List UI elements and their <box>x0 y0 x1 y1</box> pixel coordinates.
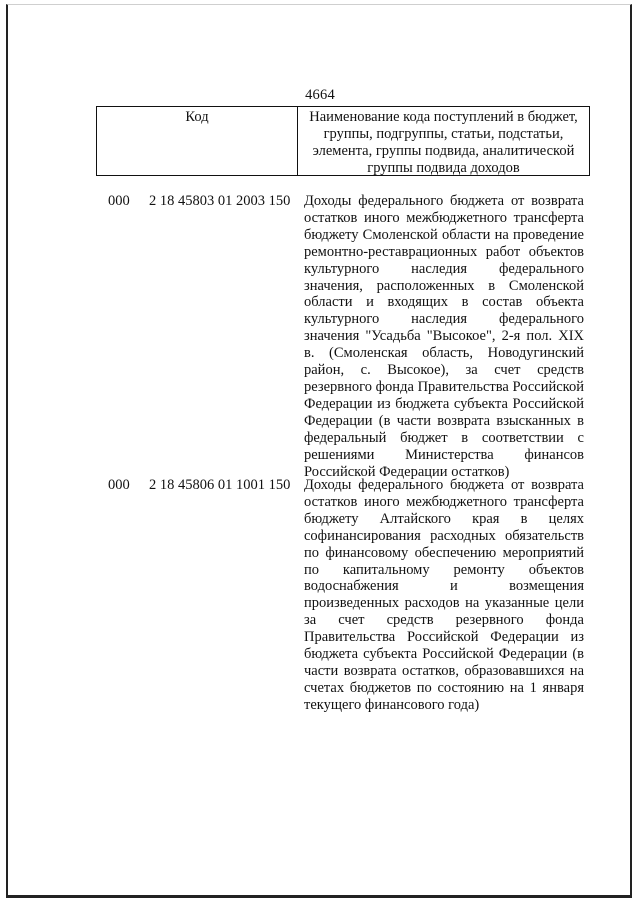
page-number: 4664 <box>305 87 335 103</box>
revenue-description: Доходы федерального бюджета от возврата остатков иного межбюджетного трансферта бюджету Смоленской области на проведение ремонтно-реставрационных работ объектов культурного наследия федерального значения, расположенных в Смоленской области и входящих в состав объекта культурного наследия федерального значения "Усадьба "Высокое", 2-я пол. XIX в. (Смоленская область, Новодугинский район, с. Высокое), за счет средств резервного фонда Правительства Российской Федерации из бюджета субъекта Российской Федерации (в части возврата взысканных в федеральный бюджет в соответствии с решениями Министерства финансов Российской Федерации остатков) <box>304 193 584 480</box>
revenue-description: Доходы федерального бюджета от возврата остатков иного межбюджетного трансферта бюджету Алтайского края в целях софинансирования расходных обязательств по финансовому обеспечению мероприятий по капитальному ремонту объектов водоснабжения и возмещения произведенных расходов на указанные цели за счет средств резервного фонда Правительства Российской Федерации из бюджета субъекта Российской Федерации (в части возврата остатков, образовавшихся на счетах бюджетов по состоянию на 1 января текущего финансового года) <box>304 477 584 713</box>
revenue-code: 2 18 45806 01 1001 150 <box>149 477 291 493</box>
admin-code: 000 <box>108 193 130 209</box>
admin-code: 000 <box>108 477 130 493</box>
table-header <box>96 106 590 176</box>
header-name-column: Наименование кода поступлений в бюджет, группы, подгруппы, статьи, подстатьи, элемента, группы подвида, аналитической группы подвида доходов <box>309 109 578 176</box>
header-code-column: Код <box>97 107 298 175</box>
revenue-code: 2 18 45803 01 2003 150 <box>149 193 291 209</box>
